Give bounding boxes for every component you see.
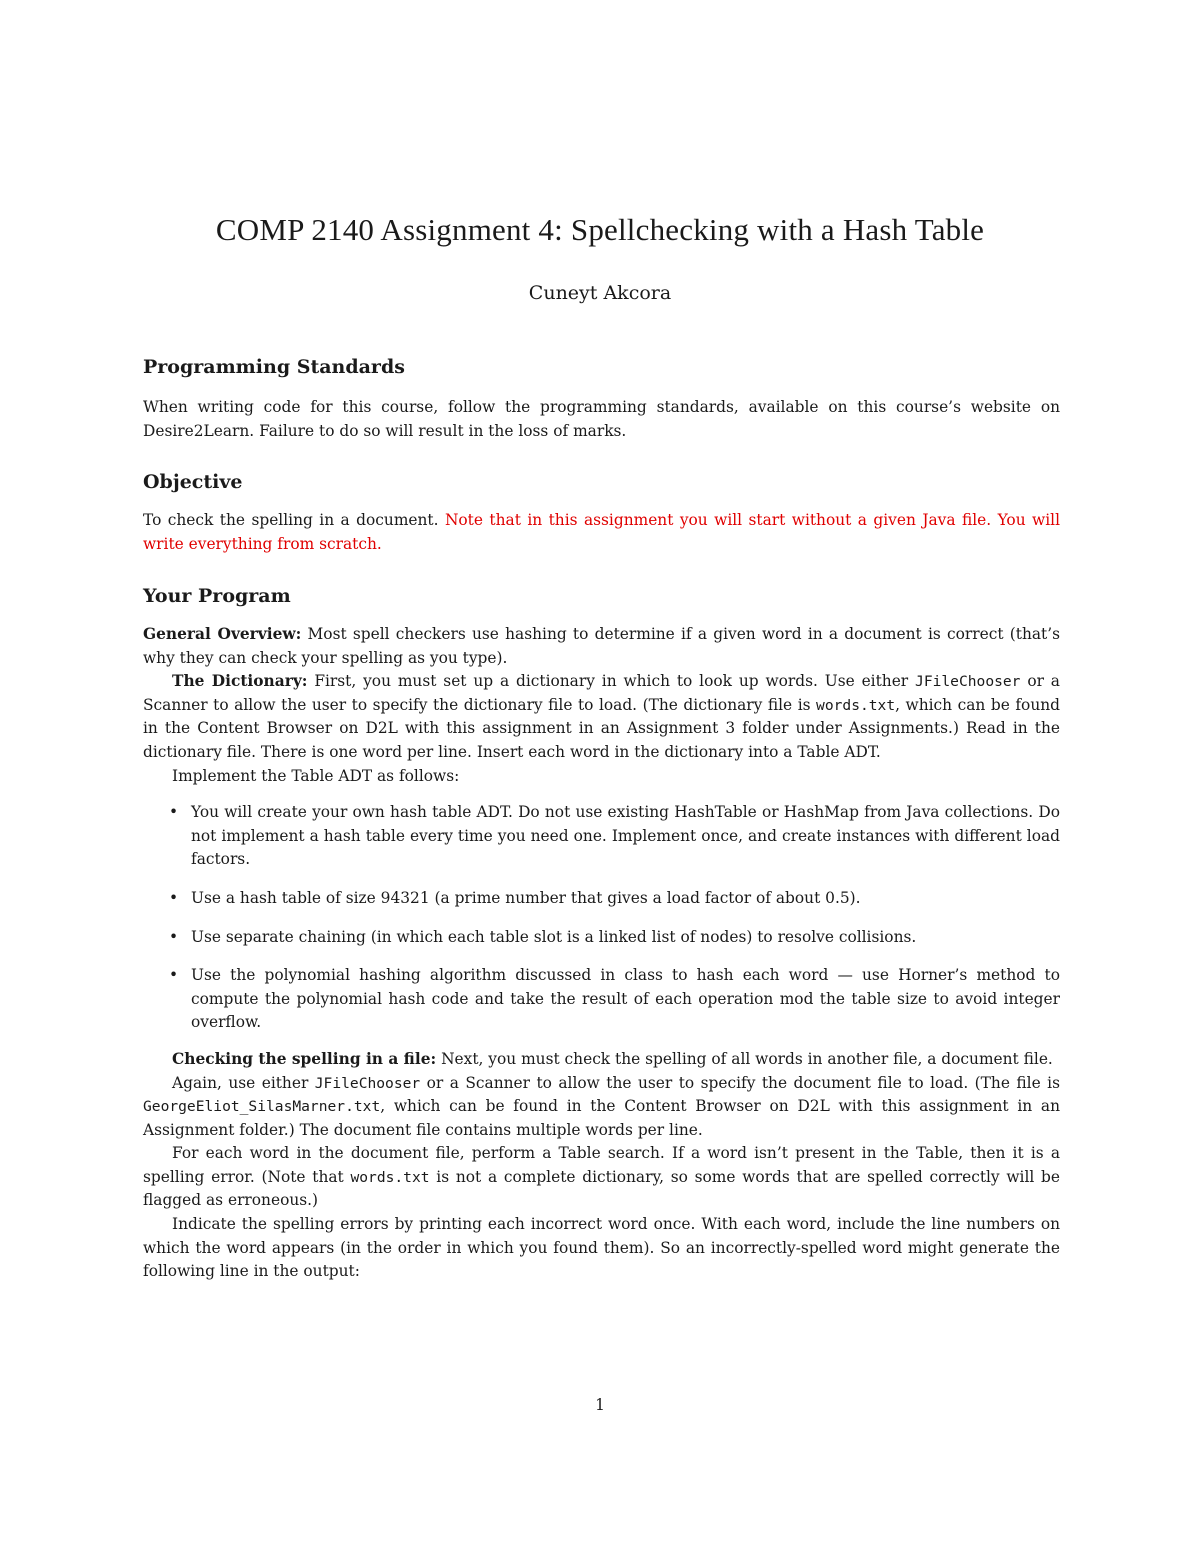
document-title: COMP 2140 Assignment 4: Spellchecking with a Hash Table bbox=[215, 212, 985, 247]
program-body bbox=[143, 623, 1060, 1284]
heading-programming-standards: Programming Standards bbox=[143, 356, 405, 378]
implement-paragraph: Implement the Table ADT as follows: bbox=[172, 766, 460, 785]
list-item bbox=[143, 926, 1060, 950]
dictionary-text-3: , which can be found in the Content Browser on D2L with this assignment in an Assignment 3 folder under Assignments.) Read in the dictionary file. There is one word per line. Insert each word in the dictionary into a Table ADT. bbox=[143, 695, 1060, 761]
overview-paragraph bbox=[143, 623, 1060, 670]
search-text-2: is not a complete dictionary, so some words that are spelled correctly will be flagged as erroneous.) bbox=[143, 1167, 1060, 1210]
list-item bbox=[143, 964, 1060, 1035]
search-paragraph bbox=[143, 1142, 1060, 1213]
checking-lead: Checking the spelling in a file: bbox=[172, 1049, 437, 1068]
search-code: words.txt bbox=[350, 1168, 430, 1186]
standards-text: When writing code for this course, follow the programming standards, available on this course’s website on Desire2Learn. Failure to do so will result in the loss of marks. bbox=[143, 398, 1060, 440]
page-number: 1 bbox=[595, 1396, 605, 1414]
again-text-1: Again, use either bbox=[172, 1073, 315, 1092]
list-item-text: Use a hash table of size 94321 (a prime number that gives a load factor of about 0.5). bbox=[191, 888, 861, 907]
list-item-text: You will create your own hash table ADT. Do not use existing HashTable or HashMap from Java collections. Do not implement a hash table every time you need one. Implement once, and create instances with different load factors. bbox=[191, 803, 1060, 869]
standards-paragraph bbox=[143, 396, 1060, 443]
search-text-1: For each word in the document file, perform a Table search. If a word isn’t present in the Table, then it is a spelling error. (Note that bbox=[143, 1144, 1060, 1186]
list-item-text: Use separate chaining (in which each table slot is a linked list of nodes) to resolve collisions. bbox=[191, 927, 917, 946]
heading-your-program: Your Program bbox=[143, 585, 291, 607]
checking-text: Next, you must check the spelling of all words in another file, a document file. bbox=[436, 1049, 1053, 1068]
bullet-icon: • bbox=[169, 966, 179, 985]
indicate-paragraph: Indicate the spelling errors by printing each incorrect word once. With each word, include the line numbers on which the word appears (in the order in which you found them). So an incorrectly-spelled word might generate the following line in the output: bbox=[143, 1215, 1060, 1281]
list-item bbox=[143, 801, 1060, 872]
heading-objective: Objective bbox=[143, 471, 243, 493]
objective-note: Note that in this assignment you will start without a given Java file. You will write everything from scratch. bbox=[143, 511, 1060, 553]
again-paragraph bbox=[143, 1072, 1060, 1143]
dictionary-lead: The Dictionary: bbox=[172, 672, 308, 691]
bullet-icon: • bbox=[169, 888, 179, 907]
checking-paragraph bbox=[143, 1048, 1060, 1072]
again-code-2: GeorgeEliot_SilasMarner.txt bbox=[143, 1098, 381, 1116]
dictionary-code-2: words.txt bbox=[816, 696, 896, 714]
again-text-2: or a Scanner to allow the user to specify the document file to load. (The file is bbox=[420, 1073, 1060, 1092]
bullet-icon: • bbox=[169, 927, 179, 946]
list-item-text: Use the polynomial hashing algorithm discussed in class to hash each word — use Horner’s method to compute the polynomial hash code and take the result of each operation mod the table size to avoid integer overflow. bbox=[191, 966, 1060, 1032]
overview-lead: General Overview: bbox=[143, 625, 302, 643]
dictionary-code-1: JFileChooser bbox=[915, 673, 1021, 691]
objective-text: To check the spelling in a document. bbox=[143, 511, 445, 529]
again-code: JFileChooser bbox=[314, 1074, 421, 1092]
document-author: Cuneyt Akcora bbox=[528, 282, 672, 304]
dictionary-text-2: or a Scanner to allow the user to specify the dictionary file to load. (The dictionary file is bbox=[143, 672, 1060, 714]
bullet-icon: • bbox=[169, 803, 179, 822]
dictionary-paragraph bbox=[143, 670, 1060, 764]
again-text-3: , which can be found in the Content Browser on D2L with this assignment in an Assignment folder.) The document file contains multiple words per line. bbox=[143, 1097, 1060, 1139]
list-item bbox=[143, 887, 1060, 911]
dictionary-text-1: First, you must set up a dictionary in which to look up words. Use either bbox=[307, 672, 916, 691]
overview-text: Most spell checkers use hashing to determine if a given word in a document is correct (that’s why they can check your spelling as you type). bbox=[143, 625, 1061, 667]
objective-paragraph bbox=[143, 509, 1060, 556]
implementation-list bbox=[143, 801, 1060, 1035]
